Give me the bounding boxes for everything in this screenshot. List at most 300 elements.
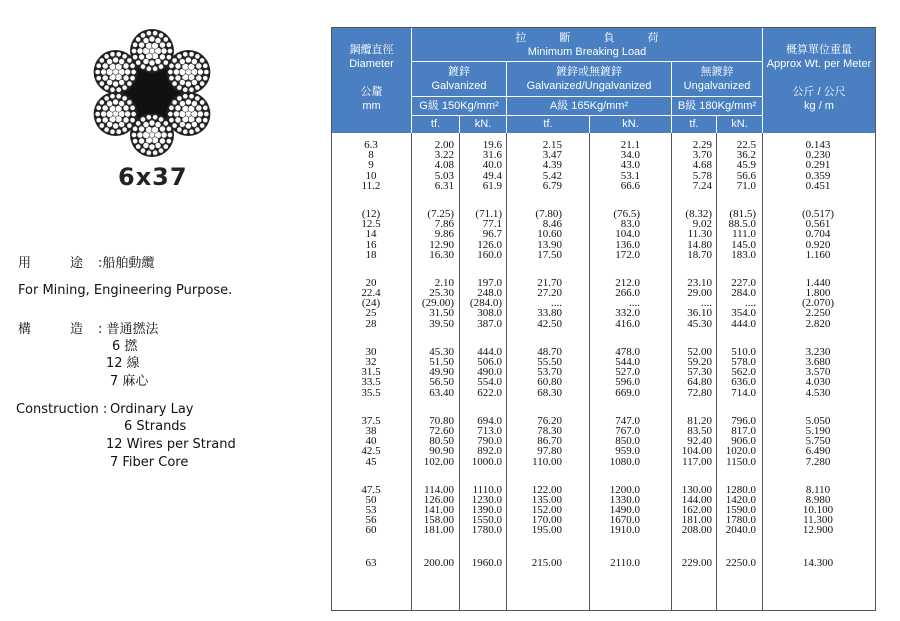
table-cell: 284.0 bbox=[731, 287, 756, 300]
table-cell: 6.79 bbox=[542, 179, 562, 192]
table-cell: 51.50 bbox=[429, 356, 454, 368]
table-cell: 4.030 bbox=[805, 376, 831, 389]
table-cell: 104.00 bbox=[681, 445, 712, 458]
table-cell: 2110.0 bbox=[610, 556, 640, 569]
table-cell: (284.0) bbox=[469, 297, 502, 310]
table-cell: 1230.0 bbox=[471, 493, 502, 506]
table-cell: 14.80 bbox=[687, 238, 712, 251]
header-divider bbox=[762, 28, 763, 133]
table-cell: 40.0 bbox=[482, 159, 502, 172]
table-cell: 130.00 bbox=[681, 483, 712, 496]
table-cell: 42.50 bbox=[537, 317, 562, 330]
table-cell: 8.110 bbox=[805, 483, 831, 496]
table-cell: 562.0 bbox=[731, 366, 756, 379]
table-cell: 181.00 bbox=[423, 524, 454, 537]
table-cell: 387.0 bbox=[477, 317, 502, 330]
table-cell: .... bbox=[551, 297, 562, 310]
table-cell: 2.00 bbox=[434, 139, 454, 151]
diameter-zh: 鋼纜直徑 bbox=[349, 44, 394, 56]
table-cell: 122.00 bbox=[531, 483, 562, 496]
table-cell: 12.5 bbox=[361, 218, 381, 231]
table-cell: 63 bbox=[365, 556, 377, 569]
table-cell: 578.0 bbox=[731, 356, 756, 368]
table-cell: 135.00 bbox=[531, 493, 562, 506]
table-cell: 817.0 bbox=[731, 424, 756, 437]
table-cell: 78.30 bbox=[537, 424, 562, 437]
table-cell: 64.80 bbox=[687, 376, 712, 389]
header-divider bbox=[506, 61, 507, 133]
rope-type-label: 6x37 bbox=[118, 163, 188, 191]
table-cell: 97.80 bbox=[537, 445, 562, 458]
table-cell: 7.24 bbox=[692, 179, 712, 192]
table-cell: (7.80) bbox=[535, 207, 562, 220]
table-cell: 70.80 bbox=[429, 414, 454, 427]
group-spacer bbox=[768, 536, 868, 558]
table-cell: 1080.0 bbox=[609, 455, 640, 468]
table-cell: 136.0 bbox=[615, 238, 640, 251]
table-cell: (81.5) bbox=[729, 207, 756, 220]
group-spacer bbox=[768, 329, 868, 347]
table-cell: (29.00) bbox=[421, 297, 454, 310]
table-cell: 1780.0 bbox=[725, 514, 756, 527]
table-cell: 5.190 bbox=[805, 424, 831, 437]
weight-unit-en: kg / m bbox=[804, 100, 834, 112]
table-cell: 416.0 bbox=[615, 317, 640, 330]
table-cell: 57.30 bbox=[687, 366, 712, 379]
table-cell: 4.08 bbox=[434, 159, 454, 172]
table-cell: 694.0 bbox=[477, 414, 502, 427]
table-cell: 42.5 bbox=[361, 445, 381, 458]
table-cell: 0.920 bbox=[805, 238, 831, 251]
table-cell: 200.00 bbox=[423, 556, 454, 569]
table-cell: 444.0 bbox=[731, 317, 756, 330]
group-spacer bbox=[768, 398, 868, 416]
table-cell: 10.60 bbox=[537, 228, 562, 241]
table-cell: 1000.0 bbox=[471, 455, 502, 468]
table-cell: 1960.0 bbox=[471, 556, 502, 569]
table-cell: 0.291 bbox=[805, 159, 831, 172]
usage-en: For Mining, Engineering Purpose. bbox=[18, 283, 233, 298]
table-cell: 56 bbox=[365, 514, 377, 527]
table-cell: 4.530 bbox=[805, 386, 831, 399]
table-cell: 7.280 bbox=[805, 455, 831, 468]
table-cell: 18.70 bbox=[687, 248, 712, 261]
table-cell: 56.6 bbox=[736, 169, 756, 182]
table-cell: 66.6 bbox=[620, 179, 640, 192]
table-cell: 35.5 bbox=[361, 386, 381, 399]
table-cell: 596.0 bbox=[615, 376, 640, 389]
ungalv-en: Ungalvanized bbox=[683, 80, 751, 92]
table-cell: 33.80 bbox=[537, 307, 562, 320]
table-cell: 68.30 bbox=[537, 386, 562, 399]
table-cell: 48.70 bbox=[537, 345, 562, 358]
table-cell: 27.20 bbox=[537, 287, 562, 300]
table-cell: 1780.0 bbox=[471, 524, 502, 537]
table-cell: 8.46 bbox=[542, 218, 562, 231]
table-cell: 4.68 bbox=[692, 159, 712, 172]
group-spacer bbox=[332, 260, 756, 278]
table-cell: 158.00 bbox=[423, 514, 454, 527]
breaking-load-table bbox=[331, 27, 876, 611]
table-cell: 1420.0 bbox=[725, 493, 756, 506]
table-cell: (0.517) bbox=[801, 207, 835, 220]
galv-en: Galvanized bbox=[431, 80, 487, 92]
table-cell: 56.50 bbox=[429, 376, 454, 389]
table-header bbox=[332, 28, 875, 133]
table-cell: 229.00 bbox=[681, 556, 712, 569]
table-cell: 1150.0 bbox=[726, 455, 756, 468]
table-cell: 2.10 bbox=[434, 276, 454, 289]
table-cell: 8.980 bbox=[805, 493, 831, 506]
table-cell: 47.5 bbox=[361, 483, 381, 496]
table-cell: 45 bbox=[365, 455, 377, 468]
table-cell: 5.750 bbox=[805, 435, 831, 448]
table-cell: 354.0 bbox=[731, 307, 756, 320]
table-cell: 126.00 bbox=[423, 493, 454, 506]
table-cell: 0.230 bbox=[805, 149, 831, 162]
table-cell: 3.230 bbox=[805, 345, 831, 358]
table-cell: 1490.0 bbox=[609, 504, 640, 517]
table-cell: (2.070) bbox=[801, 297, 835, 310]
table-cell: 18 bbox=[365, 248, 377, 261]
diameter-unit-zh: 公釐 bbox=[360, 86, 383, 98]
table-cell: 25.30 bbox=[429, 287, 454, 300]
both-kn-header: kN. bbox=[622, 118, 639, 130]
table-cell: 10.100 bbox=[802, 504, 834, 517]
table-cell: 72.80 bbox=[687, 386, 712, 399]
table-cell: 248.0 bbox=[477, 287, 502, 300]
table-cell: 29.00 bbox=[687, 287, 712, 300]
table-cell: 1280.0 bbox=[725, 483, 756, 496]
table-cell: 31.50 bbox=[429, 307, 454, 320]
table-cell: 622.0 bbox=[477, 386, 502, 399]
galv-grade: G級 150Kg/mm² bbox=[419, 100, 499, 112]
diameter-unit-en: mm bbox=[362, 100, 381, 112]
table-cell: 111.0 bbox=[732, 228, 756, 241]
table-cell: 19.6 bbox=[482, 139, 502, 151]
header-divider bbox=[412, 61, 762, 62]
table-cell: 7.86 bbox=[434, 218, 454, 231]
table-cell: 1.160 bbox=[805, 248, 831, 261]
table-cell: 9.86 bbox=[434, 228, 454, 241]
table-cell: 1590.0 bbox=[725, 504, 756, 517]
table-cell: 1020.0 bbox=[725, 445, 756, 458]
table-cell: 796.0 bbox=[731, 414, 756, 427]
table-cell: 52.00 bbox=[687, 345, 712, 358]
construction-en-label: Construction : bbox=[16, 402, 108, 417]
table-cell: 1200.0 bbox=[609, 483, 640, 496]
table-cell: 212.0 bbox=[615, 276, 640, 289]
table-cell: 16 bbox=[365, 238, 377, 251]
weight-unit-zh: 公斤 / 公尺 bbox=[792, 86, 846, 98]
group-spacer bbox=[768, 191, 868, 209]
table-cell: 22.4 bbox=[361, 287, 381, 300]
table-cell: 13.90 bbox=[537, 238, 562, 251]
table-cell: 31.5 bbox=[361, 366, 381, 379]
construction-zh-label: 構 造 bbox=[18, 322, 84, 337]
table-cell: 3.47 bbox=[542, 149, 562, 162]
table-cell: 11.2 bbox=[361, 179, 381, 192]
table-cell: 117.00 bbox=[682, 455, 712, 468]
construction-en-item: 7 Fiber Core bbox=[110, 455, 189, 470]
galv-zh: 鍍鋅 bbox=[448, 66, 470, 78]
table-cell: 506.0 bbox=[477, 356, 502, 368]
construction-zh-item: 7 麻心 bbox=[110, 374, 149, 389]
group-spacer bbox=[332, 329, 756, 347]
table-cell: 1550.0 bbox=[471, 514, 502, 527]
group-spacer bbox=[768, 467, 868, 485]
table-cell: 23.10 bbox=[687, 276, 712, 289]
table-cell: 0.704 bbox=[805, 228, 831, 241]
table-cell: 45.30 bbox=[429, 345, 454, 358]
table-cell: 14 bbox=[365, 228, 377, 241]
table-cell: 53.1 bbox=[620, 169, 640, 182]
ungalv-tf-header: tf. bbox=[689, 118, 699, 130]
table-cell: 170.00 bbox=[531, 514, 562, 527]
table-cell: 0.143 bbox=[805, 139, 831, 151]
construction-en-item: 6 Strands bbox=[124, 419, 187, 434]
table-cell: 8 bbox=[368, 149, 374, 162]
both-zh: 鍍鋅或無鍍鋅 bbox=[556, 66, 622, 78]
table-cell: 2.29 bbox=[692, 139, 712, 151]
table-cell: 636.0 bbox=[731, 376, 756, 389]
table-cell: 790.0 bbox=[477, 435, 502, 448]
table-cell: 30 bbox=[365, 345, 377, 358]
table-cell: 71.0 bbox=[736, 179, 756, 192]
construction-en-item: 12 Wires per Strand bbox=[106, 437, 236, 452]
table-cell: 6.490 bbox=[805, 445, 831, 458]
table-cell: 12.900 bbox=[802, 524, 834, 537]
table-cell: 215.00 bbox=[531, 556, 562, 569]
table-cell: 92.40 bbox=[687, 435, 712, 448]
diameter-en: Diameter bbox=[349, 58, 394, 70]
table-cell: 747.0 bbox=[615, 414, 640, 427]
table-cell: 1670.0 bbox=[609, 514, 640, 527]
table-cell: 12.90 bbox=[429, 238, 454, 251]
galv-tf-header: tf. bbox=[430, 118, 441, 130]
table-cell: 21.1 bbox=[620, 139, 640, 151]
table-cell: 28 bbox=[365, 317, 377, 330]
table-cell: 714.0 bbox=[731, 386, 756, 399]
table-cell: 145.0 bbox=[731, 238, 756, 251]
table-cell: 3.70 bbox=[692, 149, 712, 162]
table-cell: 25 bbox=[365, 307, 377, 320]
table-cell: .... bbox=[701, 297, 712, 310]
table-cell: 11.30 bbox=[687, 228, 712, 241]
mbl-zh: 拉 斷 負 荷 bbox=[515, 32, 659, 44]
group-spacer bbox=[332, 467, 756, 485]
table-cell: 669.0 bbox=[615, 386, 640, 399]
table-cell: 110.00 bbox=[532, 455, 562, 468]
table-cell: 43.0 bbox=[620, 159, 640, 172]
table-cell: 152.00 bbox=[531, 504, 562, 517]
table-cell: 162.00 bbox=[681, 504, 712, 517]
header-divider bbox=[459, 115, 460, 133]
table-cell: 906.0 bbox=[731, 435, 756, 448]
construction-zh-item: 12 線 bbox=[106, 356, 140, 371]
construction-zh-item: 6 撚 bbox=[112, 339, 138, 354]
table-cell: 63.40 bbox=[429, 386, 454, 399]
table-cell: 10 bbox=[365, 169, 377, 182]
table-cell: 60.80 bbox=[537, 376, 562, 389]
table-cell: 2040.0 bbox=[725, 524, 756, 537]
weight-zh: 概算單位重量 bbox=[786, 44, 852, 56]
table-cell: (7.25) bbox=[427, 207, 454, 220]
table-cell: 5.03 bbox=[434, 169, 454, 182]
table-cell: 14.300 bbox=[802, 556, 834, 569]
table-cell: 21.70 bbox=[537, 276, 562, 289]
table-cell: 32 bbox=[365, 356, 377, 368]
table-cell: 850.0 bbox=[615, 435, 640, 448]
table-cell: (12) bbox=[361, 207, 381, 220]
table-cell: 308.0 bbox=[477, 307, 502, 320]
usage-zh-label: 用 途 bbox=[18, 256, 84, 271]
table-cell: 72.60 bbox=[429, 424, 454, 437]
table-cell: 104.0 bbox=[615, 228, 640, 241]
table-cell: 0.359 bbox=[805, 169, 831, 182]
table-cell: 1910.0 bbox=[609, 524, 640, 537]
table-cell: 37.5 bbox=[361, 414, 381, 427]
table-cell: 713.0 bbox=[477, 424, 502, 437]
table-cell: (76.5) bbox=[613, 207, 640, 220]
table-cell: 1330.0 bbox=[609, 493, 640, 506]
table-cell: 126.0 bbox=[477, 238, 502, 251]
table-cell: 172.0 bbox=[615, 248, 640, 261]
table-cell: 60 bbox=[365, 524, 377, 537]
table-cell: 9.02 bbox=[692, 218, 712, 231]
table-cell: 36.10 bbox=[687, 307, 712, 320]
ungalv-kn-header: kN. bbox=[731, 118, 748, 130]
table-cell: .... bbox=[745, 297, 756, 310]
table-cell: 1110.0 bbox=[472, 483, 502, 496]
ungalv-grade: B級 180Kg/mm² bbox=[677, 100, 757, 112]
table-cell: 22.5 bbox=[736, 139, 756, 151]
column-ungalv-kn bbox=[332, 140, 756, 568]
both-en: Galvanized/Ungalvanized bbox=[526, 80, 652, 92]
table-cell: 88.5.0 bbox=[728, 218, 756, 231]
table-cell: 490.0 bbox=[477, 366, 502, 379]
table-cell: 55.50 bbox=[537, 356, 562, 368]
table-cell: 959.0 bbox=[615, 445, 640, 458]
table-cell: 76.20 bbox=[537, 414, 562, 427]
table-cell: 197.0 bbox=[477, 276, 502, 289]
table-cell: 96.7 bbox=[482, 228, 502, 241]
table-cell: 892.0 bbox=[477, 445, 502, 458]
table-cell: 3.680 bbox=[805, 356, 831, 368]
table-cell: 1390.0 bbox=[471, 504, 502, 517]
galv-kn-header: kN. bbox=[474, 118, 492, 130]
table-cell: 86.70 bbox=[537, 435, 562, 448]
table-cell: 45.9 bbox=[736, 159, 756, 172]
table-cell: 554.0 bbox=[477, 376, 502, 389]
group-spacer bbox=[768, 260, 868, 278]
table-cell: 527.0 bbox=[615, 366, 640, 379]
table-cell: 53.70 bbox=[537, 366, 562, 379]
table-cell: 53 bbox=[365, 504, 377, 517]
table-cell: 1.800 bbox=[805, 287, 831, 300]
table-cell: 0.451 bbox=[805, 179, 831, 192]
header-divider bbox=[412, 115, 762, 116]
header-divider bbox=[716, 115, 717, 133]
table-cell: 83.50 bbox=[687, 424, 712, 437]
table-cell: 102.00 bbox=[423, 455, 454, 468]
table-cell: 61.9 bbox=[482, 179, 502, 192]
table-cell: 208.00 bbox=[681, 524, 712, 537]
column-weight bbox=[768, 140, 868, 568]
table-cell: 160.0 bbox=[477, 248, 502, 261]
usage-zh-value: :船舶動纜 bbox=[98, 256, 155, 271]
ungalv-zh: 無鍍鋅 bbox=[700, 66, 734, 78]
table-cell: 77.1 bbox=[482, 218, 502, 231]
weight-en: Approx Wt. per Meter bbox=[766, 58, 872, 70]
table-cell: 0.561 bbox=[805, 218, 831, 231]
table-cell: 83.0 bbox=[620, 218, 640, 231]
table-cell: 5.42 bbox=[542, 169, 562, 182]
table-cell: 3.22 bbox=[434, 149, 454, 162]
table-cell: 2.15 bbox=[542, 139, 562, 151]
table-cell: 5.050 bbox=[805, 414, 831, 427]
table-cell: 510.0 bbox=[731, 345, 756, 358]
left-panel bbox=[0, 0, 320, 621]
table-cell: 183.0 bbox=[731, 248, 756, 261]
table-cell: 17.50 bbox=[537, 248, 562, 261]
group-spacer bbox=[332, 398, 756, 416]
both-grade: A級 165Kg/mm² bbox=[549, 100, 629, 112]
table-cell: 227.0 bbox=[731, 276, 756, 289]
table-cell: 6.3 bbox=[364, 139, 378, 151]
wire-rope-cross-section-icon bbox=[85, 28, 219, 158]
table-cell: 4.39 bbox=[542, 159, 562, 172]
header-divider bbox=[411, 28, 412, 133]
table-cell: 2.820 bbox=[805, 317, 831, 330]
table-cell: 40 bbox=[365, 435, 377, 448]
table-cell: 49.4 bbox=[482, 169, 502, 182]
mbl-en: Minimum Breaking Load bbox=[527, 46, 647, 58]
construction-zh-item: : 普通撚法 bbox=[98, 322, 159, 337]
table-cell: 5.78 bbox=[692, 169, 712, 182]
table-cell: 9 bbox=[368, 159, 374, 172]
table-cell: 195.00 bbox=[531, 524, 562, 537]
header-divider bbox=[589, 115, 590, 133]
group-spacer bbox=[332, 191, 756, 209]
table-cell: 34.0 bbox=[620, 149, 640, 162]
table-cell: 49.90 bbox=[429, 366, 454, 379]
table-cell: 11.300 bbox=[803, 514, 833, 527]
table-cell: 2.250 bbox=[805, 307, 831, 320]
table-cell: 31.6 bbox=[482, 149, 502, 162]
table-cell: 114.00 bbox=[424, 483, 454, 496]
table-cell: 266.0 bbox=[615, 287, 640, 300]
column-divider bbox=[762, 133, 763, 611]
table-cell: (24) bbox=[361, 297, 381, 310]
construction-en-item: Ordinary Lay bbox=[110, 402, 194, 417]
header-divider bbox=[412, 96, 762, 97]
table-cell: 80.50 bbox=[429, 435, 454, 448]
table-cell: 59.20 bbox=[687, 356, 712, 368]
table-cell: 6.31 bbox=[434, 179, 454, 192]
table-cell: 444.0 bbox=[477, 345, 502, 358]
both-tf-header: tf. bbox=[543, 118, 553, 130]
table-cell: 90.90 bbox=[429, 445, 454, 458]
table-cell: 3.570 bbox=[805, 366, 831, 379]
table-cell: 1.440 bbox=[805, 276, 831, 289]
header-divider bbox=[671, 61, 672, 133]
table-cell: 141.00 bbox=[423, 504, 454, 517]
table-cell: 38 bbox=[365, 424, 377, 437]
table-cell: (71.1) bbox=[475, 207, 502, 220]
table-cell: 544.0 bbox=[615, 356, 640, 368]
table-cell: 332.0 bbox=[615, 307, 640, 320]
